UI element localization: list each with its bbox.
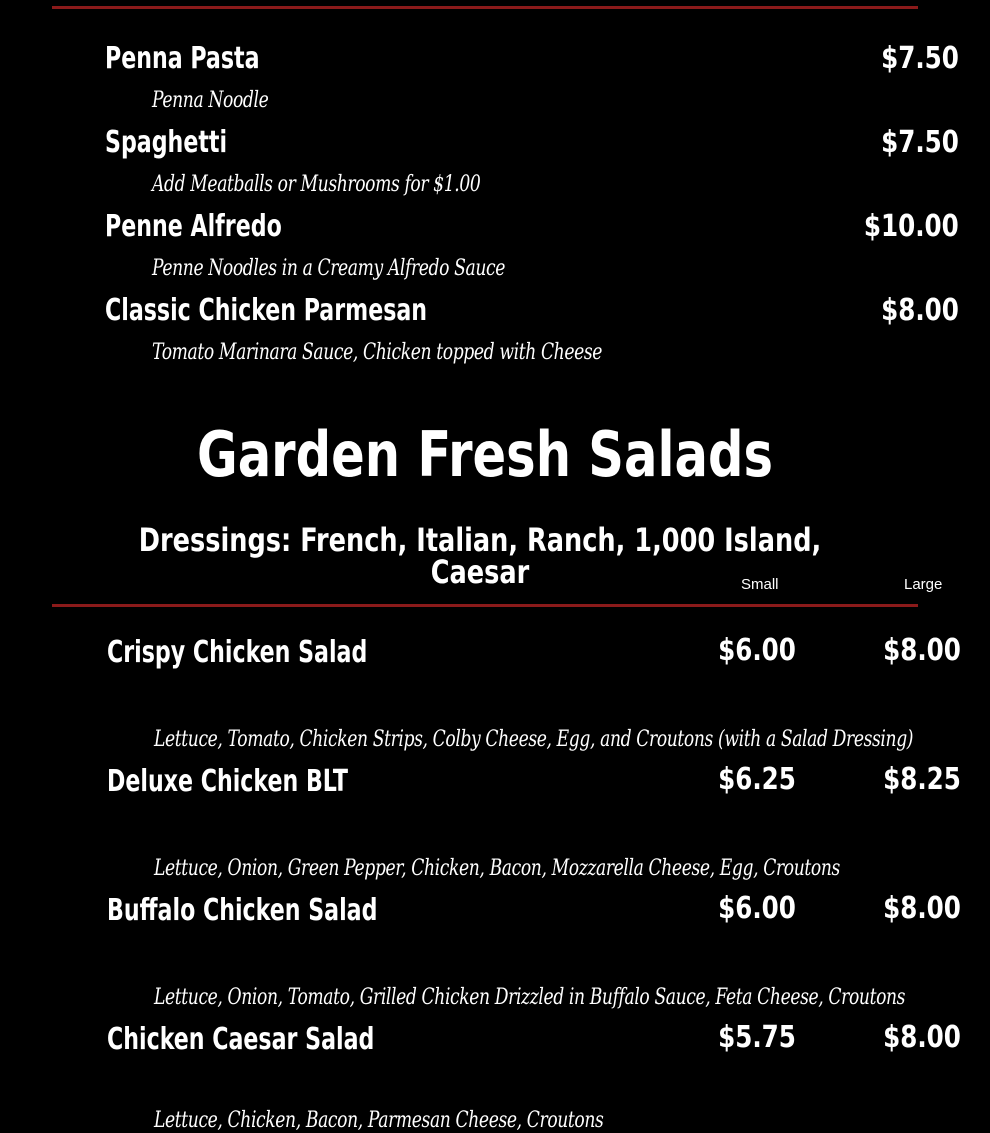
salad-price-large: $8.25 <box>883 762 961 797</box>
menu-item-name: Classic Chicken Parmesan <box>105 293 428 328</box>
menu-item-description: Penna Noodle <box>152 88 269 113</box>
menu-item-price: $7.50 <box>881 41 959 76</box>
section-title <box>0 418 970 491</box>
top-divider <box>52 6 918 9</box>
salad-price-small: $6.00 <box>718 633 796 668</box>
size-header-large: Large <box>904 576 943 593</box>
salad-item-name: Buffalo Chicken Salad <box>107 893 378 928</box>
salad-item-name: Crispy Chicken Salad <box>107 635 368 670</box>
menu-item-description: Add Meatballs or Mushrooms for $1.00 <box>152 172 481 197</box>
dressings-line <box>0 521 960 591</box>
salad-price-small: $6.25 <box>718 762 796 797</box>
salad-item-description: Lettuce, Onion, Tomato, Grilled Chicken Drizzled in Buffalo Sauce, Feta Cheese, Croutons <box>154 985 906 1010</box>
menu-item-price: $8.00 <box>881 293 959 328</box>
salad-price-small: $6.00 <box>718 891 796 926</box>
salad-price-small: $5.75 <box>718 1020 796 1055</box>
menu-item-name: Penna Pasta <box>105 41 260 76</box>
salad-item-name: Chicken Caesar Salad <box>107 1022 375 1057</box>
salad-item-name: Deluxe Chicken BLT <box>107 764 348 799</box>
menu-item-name: Penne Alfredo <box>105 209 282 244</box>
size-header-small: Small <box>741 576 779 593</box>
salad-item-description: Lettuce, Onion, Green Pepper, Chicken, Bacon, Mozzarella Cheese, Egg, Croutons <box>154 856 840 881</box>
salad-item-description: Lettuce, Tomato, Chicken Strips, Colby Cheese, Egg, and Croutons (with a Salad Dressing) <box>154 727 914 752</box>
salad-price-large: $8.00 <box>883 1020 961 1055</box>
dressings-text: Dressings: French, Italian, Ranch, 1,000 Island, Caesar <box>138 521 822 591</box>
salad-price-large: $8.00 <box>883 633 961 668</box>
section-title-text: Garden Fresh Salads <box>197 418 773 491</box>
salad-price-large: $8.00 <box>883 891 961 926</box>
menu-item-price: $7.50 <box>881 125 959 160</box>
menu-item-price: $10.00 <box>864 209 959 244</box>
salad-item-description: Lettuce, Chicken, Bacon, Parmesan Cheese, Croutons <box>154 1108 604 1133</box>
menu-item-name: Spaghetti <box>105 125 228 160</box>
menu-item-description: Tomato Marinara Sauce, Chicken topped with Cheese <box>152 340 603 365</box>
salad-divider <box>52 604 918 607</box>
menu-item-description: Penne Noodles in a Creamy Alfredo Sauce <box>152 256 505 281</box>
